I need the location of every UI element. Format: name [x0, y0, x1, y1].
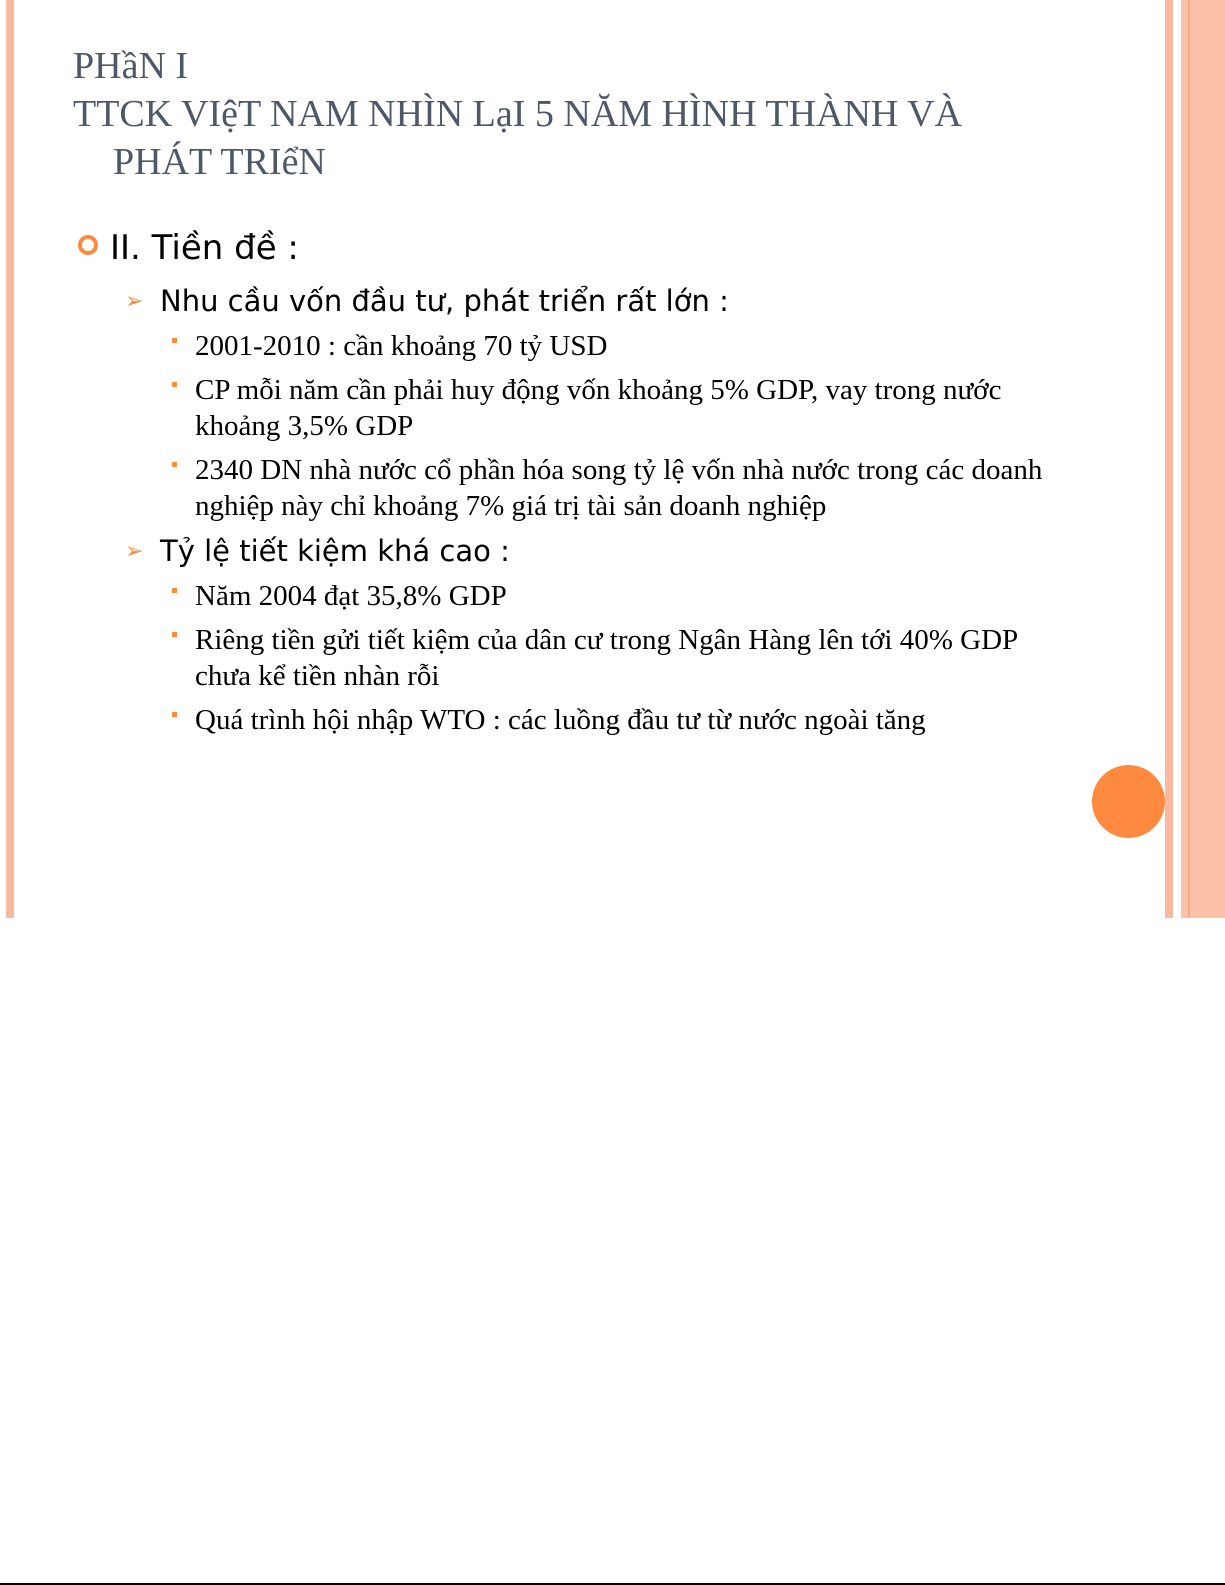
arrow-bullet-icon: ➢: [125, 289, 144, 314]
list-item: [78, 578, 1078, 614]
list-item: [78, 622, 1078, 694]
slide-content: [78, 226, 1078, 746]
list-item-text: 2340 DN nhà nước cổ phần hóa song tỷ lệ vốn nhà nước trong các doanh nghiệp này chỉ khoảng 7% giá trị tài sản doanh nghiệp: [195, 454, 1043, 522]
square-bullet-icon: [172, 462, 177, 467]
list-item-text: Quá trình hội nhập WTO : các luồng đầu tư từ nước ngoài tăng: [195, 704, 926, 736]
list-item: [78, 452, 1078, 524]
list-item: [78, 372, 1078, 444]
square-bullet-icon: [172, 338, 177, 343]
right-border-bar-inner: [1165, 0, 1173, 918]
section-heading-text: II. Tiền đề :: [110, 228, 299, 268]
group-heading: [78, 532, 1078, 570]
title-line-3: PHÁT TRIểN: [113, 141, 326, 183]
title-line-1: PHầN I: [73, 45, 189, 87]
right-border-stripe: [1188, 0, 1190, 918]
list-item-text: CP mỗi năm cần phải huy động vốn khoảng 5% GDP, vay trong nước khoảng 3,5% GDP: [195, 374, 1002, 442]
list-item-text: 2001-2010 : cần khoảng 70 tỷ USD: [195, 330, 608, 362]
section-heading: [78, 226, 1078, 270]
list-item: [78, 702, 1078, 738]
square-bullet-icon: [172, 632, 177, 637]
list-item: [78, 328, 1078, 364]
list-item-text: Riêng tiền gửi tiết kiệm của dân cư trong Ngân Hàng lên tới 40% GDP chưa kể tiền nhàn rỗi: [195, 624, 1018, 692]
square-bullet-icon: [172, 712, 177, 717]
group-heading-text: Tỷ lệ tiết kiệm khá cao :: [160, 534, 510, 568]
square-bullet-icon: [172, 588, 177, 593]
square-bullet-icon: [172, 382, 177, 387]
list-item-text: Năm 2004 đạt 35,8% GDP: [195, 580, 507, 612]
group-heading-text: Nhu cầu vốn đầu tư, phát triển rất lớn :: [160, 284, 729, 318]
ring-bullet-icon: [78, 235, 98, 255]
group-heading: [78, 282, 1078, 320]
arrow-bullet-icon: ➢: [125, 539, 144, 564]
left-border-bar: [6, 0, 14, 918]
title-line-2: TTCK VIệT NAM NHÌN LạI 5 NĂM HÌNH THÀNH VÀ: [73, 93, 963, 135]
decorative-circle-icon: [1092, 765, 1165, 838]
slide-title: [73, 42, 1133, 186]
